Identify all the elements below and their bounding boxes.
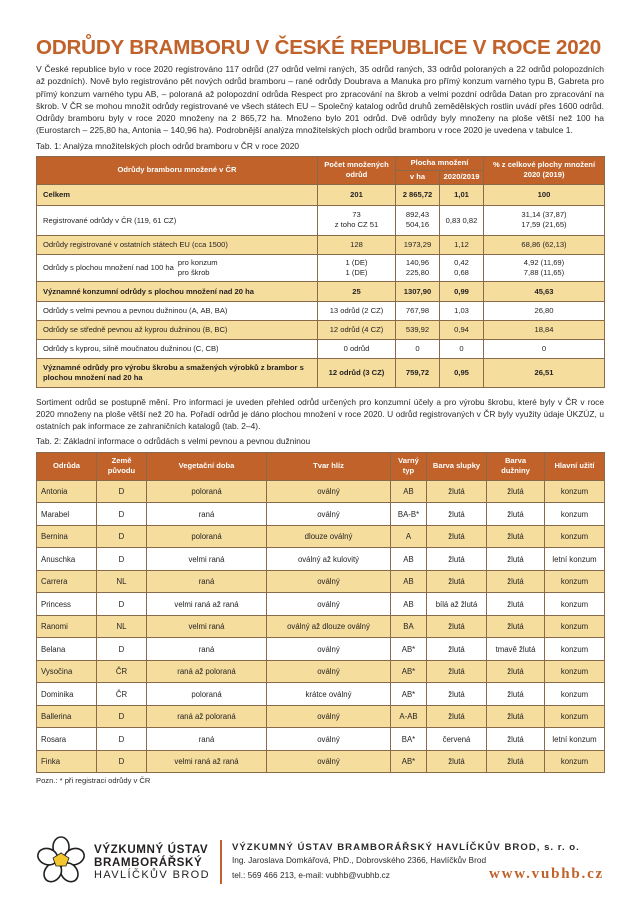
t2-header-4: Varný typ	[391, 452, 427, 480]
t2-header-2: Vegetační doba	[147, 452, 267, 480]
table-row: Registrované odrůdy v ČR (119, 61 CZ) 73 z toho CZ 51 892,43 504,16 0,83 0,82 31,14 (37,87) 17,59 (21,65)	[37, 205, 605, 235]
table1	[36, 156, 605, 388]
company-address: Ing. Jaroslava Domkářová, PhD., Dobrovského 2366, Havlíčkův Brod	[231, 855, 487, 865]
t1-header-ratio: 2020/2019	[440, 170, 484, 184]
table-row: Odrůdy s plochou množení nad 100 ha pro konzum pro škrob 1 (DE) 1 (DE) 140,96 225,80 0,42 0,68 4,92 (11,69) 7,88 (11,65)	[37, 254, 605, 281]
table-row: Odrůdy se středně pevnou až kyprou dužninou (B, BC) 12 odrůd (4 CZ) 539,92 0,94 18,84	[37, 320, 605, 339]
website-link[interactable]: www.vubhb.cz	[489, 866, 604, 882]
t2-header-5: Barva slupky	[427, 452, 487, 480]
table-row: Anuschka D velmi raná oválný až kulovitý AB žlutá žlutá letní konzum	[37, 548, 605, 571]
table-row: Odrůdy s kyprou, silně moučnatou dužninou (C, CB) 0 odrůd 0 0 0	[37, 339, 605, 358]
table2-note: Pozn.: * při registraci odrůdy v ČR	[36, 776, 151, 786]
table2	[36, 452, 605, 774]
t2-header-7: Hlavní užití	[545, 452, 605, 480]
footer-contact	[232, 836, 604, 888]
logo-text: VÝZKUMNÝ ÚSTAV BRAMBORÁŘSKÝ HAVLÍČKŮV BROD	[94, 842, 210, 881]
table-row: Princess D velmi raná až raná oválný AB bílá až žlutá žlutá konzum	[37, 593, 605, 616]
table-row: Rosara D raná oválný BA* červená žlutá letní konzum	[37, 728, 605, 751]
table-row: Odrůdy s velmi pevnou a pevnou dužninou (A, AB, BA) 13 odrůd (2 CZ) 767,98 1,03 26,80	[37, 301, 605, 320]
table-row: Vysočina ČR raná až poloraná oválný AB* žlutá žlutá konzum	[37, 660, 605, 683]
t1-header-varieties: Odrůdy bramboru množené v ČR	[37, 156, 318, 184]
t2-header-0: Odrůda	[37, 452, 97, 480]
table-row: Antonia D poloraná oválný AB žlutá žlutá konzum	[37, 480, 605, 503]
company-phone-email: tel.: 569 466 213, e-mail: vubhb@vubhb.cz	[231, 870, 390, 880]
table-row: Belana D raná oválný AB* žlutá tmavě žlutá konzum	[37, 638, 605, 661]
t1-header-count: Počet množených odrůd	[318, 156, 396, 184]
table-row: Ranomi NL velmi raná oválný až dlouze oválný BA žlutá žlutá konzum	[37, 615, 605, 638]
footer	[36, 836, 604, 888]
table-row: Odrůdy registrované v ostatních státech EU (cca 1500) 128 1973,29 1,12 68,86 (62,13)	[37, 235, 605, 254]
table-row: Významné odrůdy pro výrobu škrobu a smažených výrobků z brambor s plochou množení nad 20 ha 12 odrůd (3 CZ) 759,72 0,95 26,51	[37, 358, 605, 387]
table2-caption: Tab. 2: Základní informace o odrůdách s velmi pevnou a pevnou dužninou	[36, 435, 311, 446]
footer-divider	[220, 840, 222, 884]
t2-header-3: Tvar hlíz	[267, 452, 391, 480]
table-row: Bernina D poloraná dlouze oválný A žlutá žlutá konzum	[37, 525, 605, 548]
table-row: Dominika ČR poloraná krátce oválný AB* žlutá žlutá konzum	[37, 683, 605, 706]
page-title: ODRŮDY BRAMBORU V ČESKÉ REPUBLICE V ROCE 2020	[36, 36, 602, 59]
table-row: Celkem 201 2 865,72 1,01 100	[37, 184, 605, 205]
table-row: Ballerina D raná až poloraná oválný A-AB žlutá žlutá konzum	[37, 705, 605, 728]
mid-paragraph: Sortiment odrůd se postupně mění. Pro informaci je uveden přehled odrůd určených pro konzumní účely a pro výrobu škrobu, které byly v ČR v roce 2020 množeny na ploše větší než 20 ha. Pořadí odrůd je dáno plochou množení v roce 2020. U odrůd registrovaných v ČR byly využity údaje ÚKZÚZ, u ostatních pak informace ze zahraničních katalogů (tab. 2–4).	[36, 396, 604, 431]
table-row: Carrera NL raná oválný AB žlutá žlutá konzum	[37, 570, 605, 593]
intro-paragraph: V České republice bylo v roce 2020 registrováno 117 odrůd (27 odrůd velmi raných, 35 odrůd raných, 33 odrůd poloraných a 22 odrůd polopozdních až pozdních). Nově bylo registrováno pět nových odrůd bramboru – rané odrůdy Doubrava a Manuka pro přímý konzum varného typu B, Gabreta pro přímý konzum varného typu AB, – poloraná až polopozdní odrůda Respect pro zpracování na škrob a velmi pozdní odrůda Datan pro zpracování na škrob. V ČR se mohou množit odrůdy registrované ve všech státech EU – Společný katalog odrůd druhů zemědělských rostlin uvádí přes 1600 odrůd. Odrůdy bramboru byly v roce 2020 množeny na 2 865,72 ha. Množeno bylo 201 odrůd. Dvě odrůdy byly množeny na ploše větší než 100 ha (Eurostarch – 225,80 ha, Antonia – 140,96 ha). Podrobnější analýza množitelských ploch odrůd bramboru v roce 2020 je uvedena v tabulce 1.	[36, 64, 604, 136]
t1-header-ha: v ha	[396, 170, 440, 184]
t2-header-1: Země původu	[97, 452, 147, 480]
table1-caption: Tab. 1: Analýza množitelských ploch odrůd bramboru v ČR v roce 2020	[36, 140, 300, 151]
t1-header-percent: % z celkové plochy množení 2020 (2019)	[484, 156, 605, 184]
table-row: Marabel D raná oválný BA-B* žlutá žlutá konzum	[37, 503, 605, 526]
table-row: Finka D velmi raná až raná oválný AB* žlutá žlutá konzum	[37, 750, 605, 773]
table-row: Významné konzumní odrůdy s plochou množení nad 20 ha 25 1307,90 0,99 45,63	[37, 281, 605, 301]
potato-flower-logo-icon	[36, 836, 86, 886]
t1-header-area: Plocha množení	[396, 156, 484, 170]
company-name: VÝZKUMNÝ ÚSTAV BRAMBORÁŘSKÝ HAVLÍČKŮV BROD, s. r. o.	[231, 842, 580, 853]
document-page	[36, 36, 604, 785]
t2-header-6: Barva dužniny	[487, 452, 545, 480]
